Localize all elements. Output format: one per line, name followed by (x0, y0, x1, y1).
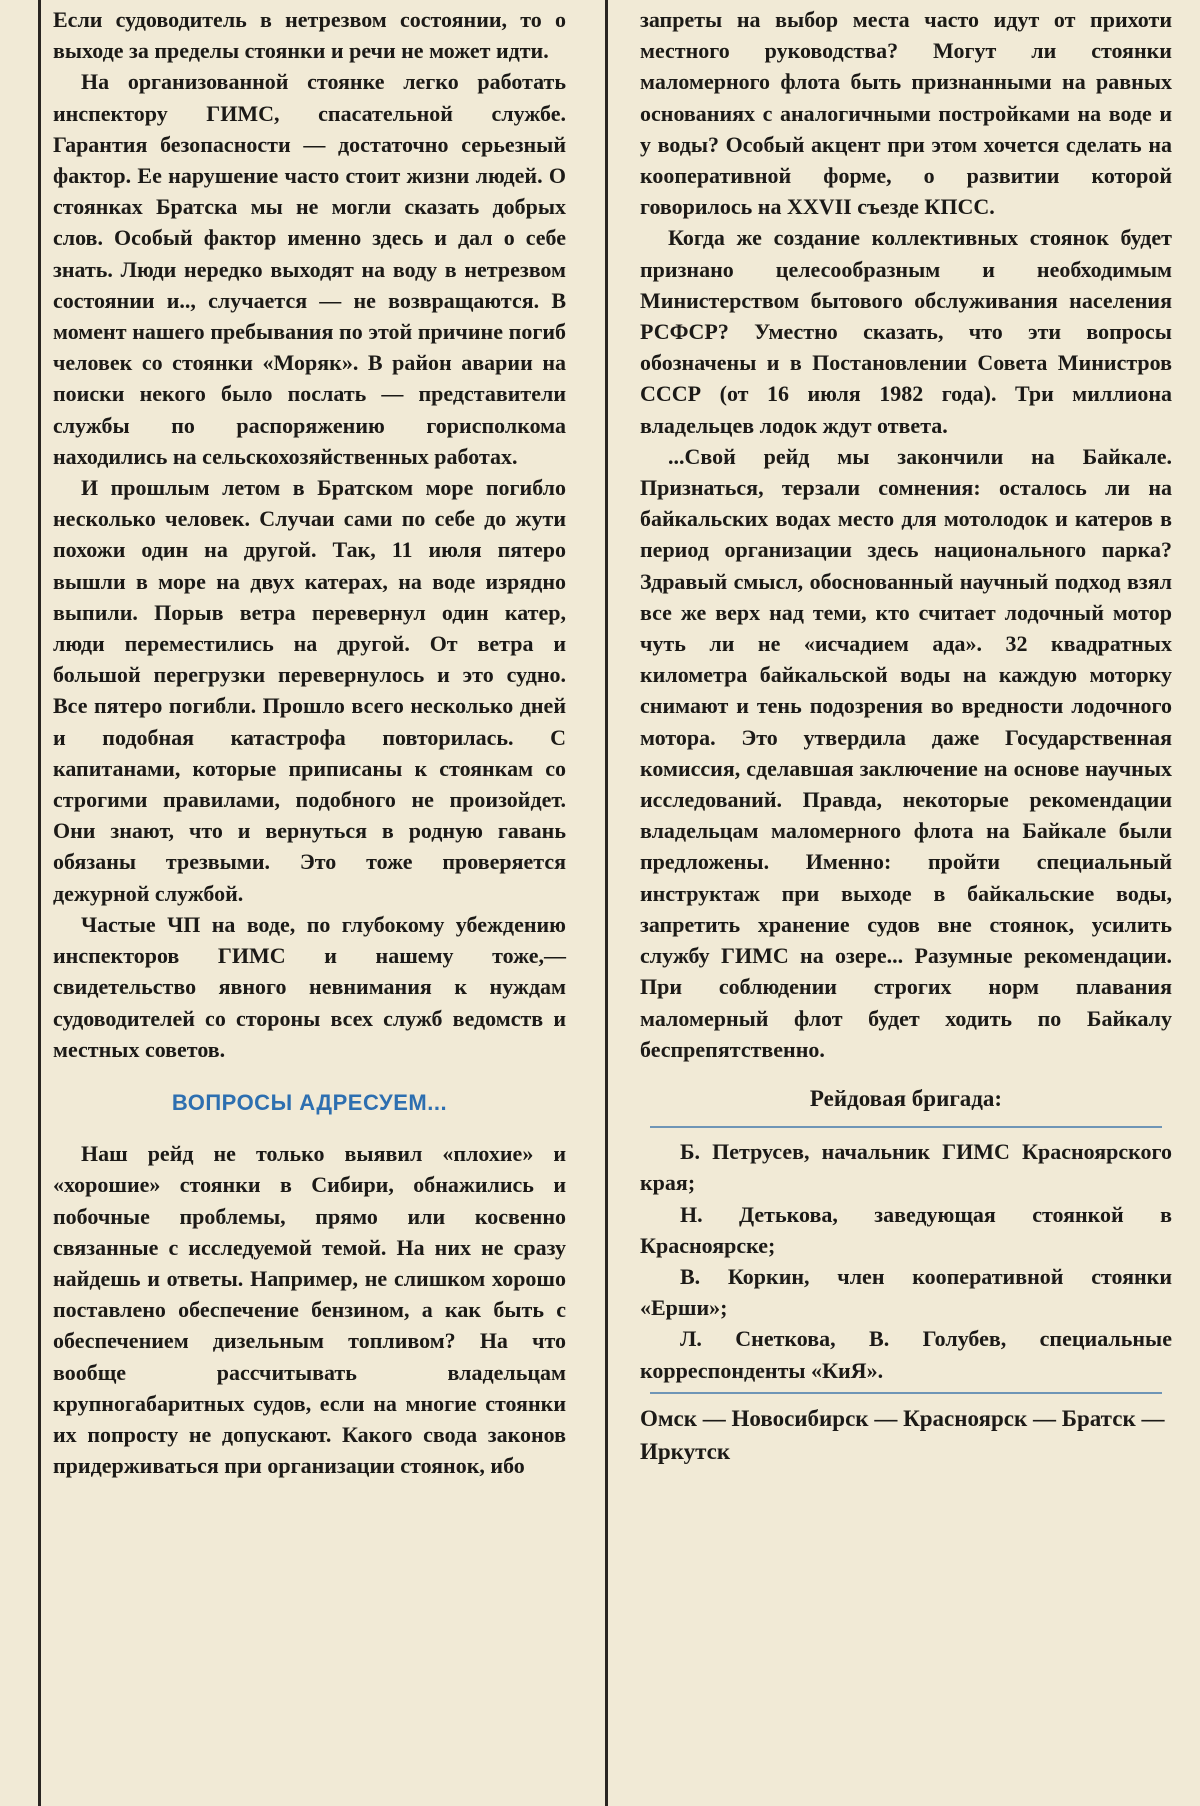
left-column-rule (38, 0, 41, 1806)
route-line: Омск — Новосибирск — Красноярск — Братск — Иркутск (640, 1405, 1165, 1464)
paragraph-organized-mooring: На организованной стоянке легко работать инспектору ГИМС, спасательной службе. Гарантия безопасности — достаточно серьезный фактор. Ее нарушение часто стоит жизни людей. О стоянках Братска мы не могли сказать добрых слов. Особый фактор именно здесь и дал о себе знать. Люди нередко выходят на воду в нетрезвом состоянии и.., случается — не возвращаются. В момент нашего пребывания по этой причине погиб человек со стоянки «Моряк». В район аварии на поиски некого было послать — представители службы по распоряжению горисполкома находились на сельскохозяйственных работах. (53, 69, 566, 469)
credit-detkova: Н. Детькова, заведующая стоянкой в Красноярске; (640, 1201, 1172, 1258)
paragraph-collective-moorings: Когда же создание коллективных стоянок будет признано целесообразным и необходимым Министерством бытового обслуживания населения РСФСР? Уместно сказать, что эти вопросы обозначены и в Постановлении Совета Министров СССР (от 16 июля 1982 года). Три миллиона владельцев лодок ждут ответа. (640, 225, 1172, 438)
brigade-divider-bottom (650, 1392, 1162, 1394)
paragraph-bans-continuation: запреты на выбор места часто идут от прихоти местного руководства? Могут ли стоянки маломерного флота быть признанными на равных основаниях с аналогичными постройками на воде и у воды? Особый акцент при этом хочется сделать на кооперативной форме, о развитии которой говорилось на XXVII съезде КПСС. (640, 7, 1172, 220)
paragraph-raid-findings: Наш рейд не только выявил «плохие» и «хорошие» стоянки в Сибири, обнажились и побочные проблемы, прямо или косвенно связанные с исследуемой темой. На них не сразу найдешь и ответы. Например, не слишком хорошо поставлено обеспечение бензином, а как быть с обеспечением дизельным топливом? На что вообще рассчитывать владельцам крупногабаритных судов, если на многие стоянки их попросту не допускают. Какого свода законов придерживаться при организации стоянок, ибо (53, 1141, 566, 1479)
column-divider-rule (605, 0, 608, 1806)
paragraph-bratsk-sea: И прошлым летом в Братском море погибло несколько человек. Случаи сами по себе до жути похожи один на другой. Так, 11 июля пятеро вышли в море на двух катерах, на воде изрядно выпили. Порыв ветра перевернул один катер, люди переместились на другой. От ветра и большой перегрузки перевернулось и это судно. Все пятеро погибли. Прошло всего несколько дней и подобная катастрофа повторилась. С капитанами, которые приписаны к стоянкам со строгими правилами, подобного не произойдет. Они знают, что и вернуться в родную гавань обязаны трезвыми. Это тоже проверяется дежурной службой. (53, 475, 566, 906)
paragraph-baikal: ...Свой рейд мы закончили на Байкале. Признаться, терзали сомнения: осталось ли на байкальских водах место для мотолодок и катеров в период организации здесь национального парка? Здравый смысл, обоснованный научный подход взял все же верх над теми, кто считает лодочный мотор чуть ли не «исчадием ада». 32 квадратных километра байкальской воды на каждую моторку снимают и тень подозрения во вредности лодочного мотора. Это утвердила даже Государственная комиссия, сделавшая заключение на основе научных исследований. Правда, некоторые рекомендации владельцам маломерного флота на Байкале были предложены. Именно: пройти специальный инструктаж при выходе в байкальские воды, запретить хранение судов вне стоянок, усилить службу ГИМС на озере... Разумные рекомендации. При соблюдении строгих норм плавания маломерный флот будет ходить по Байкалу беспрепятственно. (640, 443, 1172, 1062)
paragraph-drunk-driver: Если судоводитель в нетрезвом состоянии, то о выходе за пределы стоянки и речи не может идти. (53, 7, 566, 64)
credit-korkin: В. Коркин, член кооперативной стоянки «Ерши»; (640, 1263, 1172, 1321)
right-column (640, 4, 1172, 1474)
left-column (53, 4, 566, 1481)
brigade-divider-top (650, 1126, 1162, 1128)
credit-snetkova-golubev: Л. Снеткова, В. Голубев, специальные корреспонденты «КиЯ». (640, 1326, 1172, 1383)
bottom-spacer (640, 1468, 1172, 1474)
brigade-title: Рейдовая бригада: (809, 1085, 1003, 1111)
credit-petrusev: Б. Петрусев, начальник ГИМС Красноярского края; (640, 1139, 1172, 1196)
section-heading: ВОПРОСЫ АДРЕСУЕМ... (171, 1089, 448, 1115)
paragraph-frequent-accidents: Частые ЧП на воде, по глубокому убеждению инспекторов ГИМС и нашему тоже,— свидетельство явного невнимания к нуждам судоводителей со стороны всех служб ведомств и местных советов. (53, 911, 566, 1062)
